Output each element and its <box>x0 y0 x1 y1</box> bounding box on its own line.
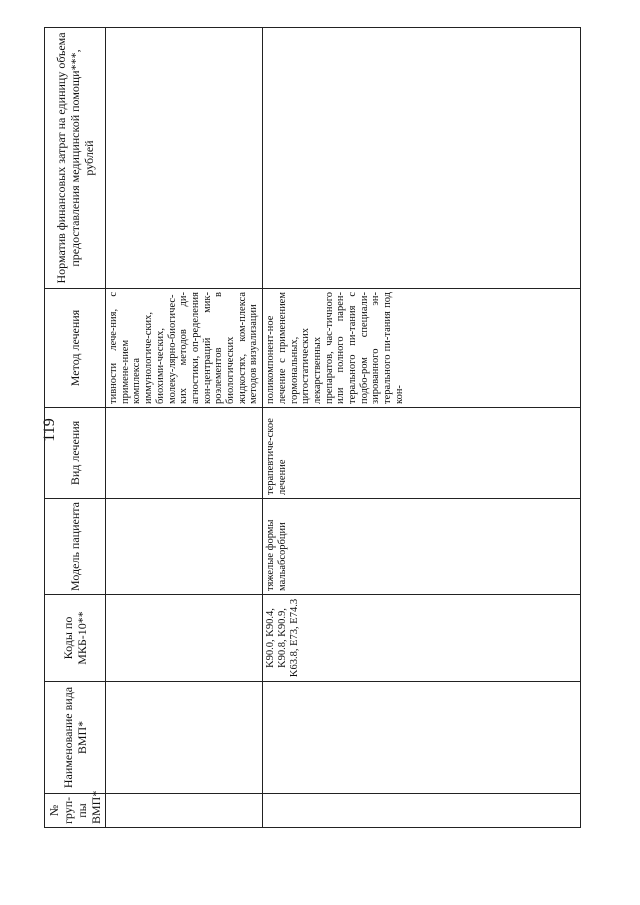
cell-treatment-type: терапевтиче-ское лечение <box>263 408 581 499</box>
cell-treatment-method: тивности лече-ния, с примене-нием комплекса иммунологиче-ских, биохими-ческих, молеку-лярно-биогичес-ких методов ди-агностики, оп-ределения кон-центраций мик-роэлементов в биологических жидкостях, ком-плекса методов визуализации <box>106 289 263 408</box>
header-group-no: № груп-пы ВМП* <box>45 794 106 828</box>
cell-treatment-method: поликомпонент-ное лечение с применением гормональных, цитостатических лекарственных препаратов, час-тичного или полного парен-терального пи-тания с подбо-ром специали-зированного эн-терального пи-тания под кон- <box>263 289 581 408</box>
header-treatment-type: Вид лечения <box>45 408 106 499</box>
header-cost-norm: Норматив финансовых затрат на единицу объема предоставления медицинской помощи***, рублей <box>45 28 106 289</box>
cell-mkb-codes <box>106 595 263 682</box>
cell-group-no <box>263 794 581 828</box>
cell-treatment-type <box>106 408 263 499</box>
rotated-page <box>44 28 559 828</box>
header-mkb-codes: Коды по МКБ-10** <box>45 595 106 682</box>
header-vmp-name: Наименование вида ВМП* <box>45 682 106 794</box>
page-number: 119 <box>41 418 58 442</box>
cell-patient-model: тяжелые формы мальабсорбции <box>263 499 581 595</box>
vmp-table <box>44 27 581 828</box>
cell-patient-model <box>106 499 263 595</box>
header-patient-model: Модель пациента <box>45 499 106 595</box>
cell-mkb-codes: K90.0, K90.4, K90.8, K90.9, K63.8, E73, E74.3 <box>263 595 581 682</box>
cell-group-no <box>106 794 263 828</box>
header-treatment-method: Метод лечения <box>45 289 106 408</box>
cell-vmp-name <box>263 682 581 794</box>
cell-cost-norm <box>263 28 581 289</box>
table-row <box>263 28 581 828</box>
header-row <box>45 28 106 828</box>
cell-vmp-name <box>106 682 263 794</box>
table-row <box>106 28 263 828</box>
cell-cost-norm <box>106 28 263 289</box>
